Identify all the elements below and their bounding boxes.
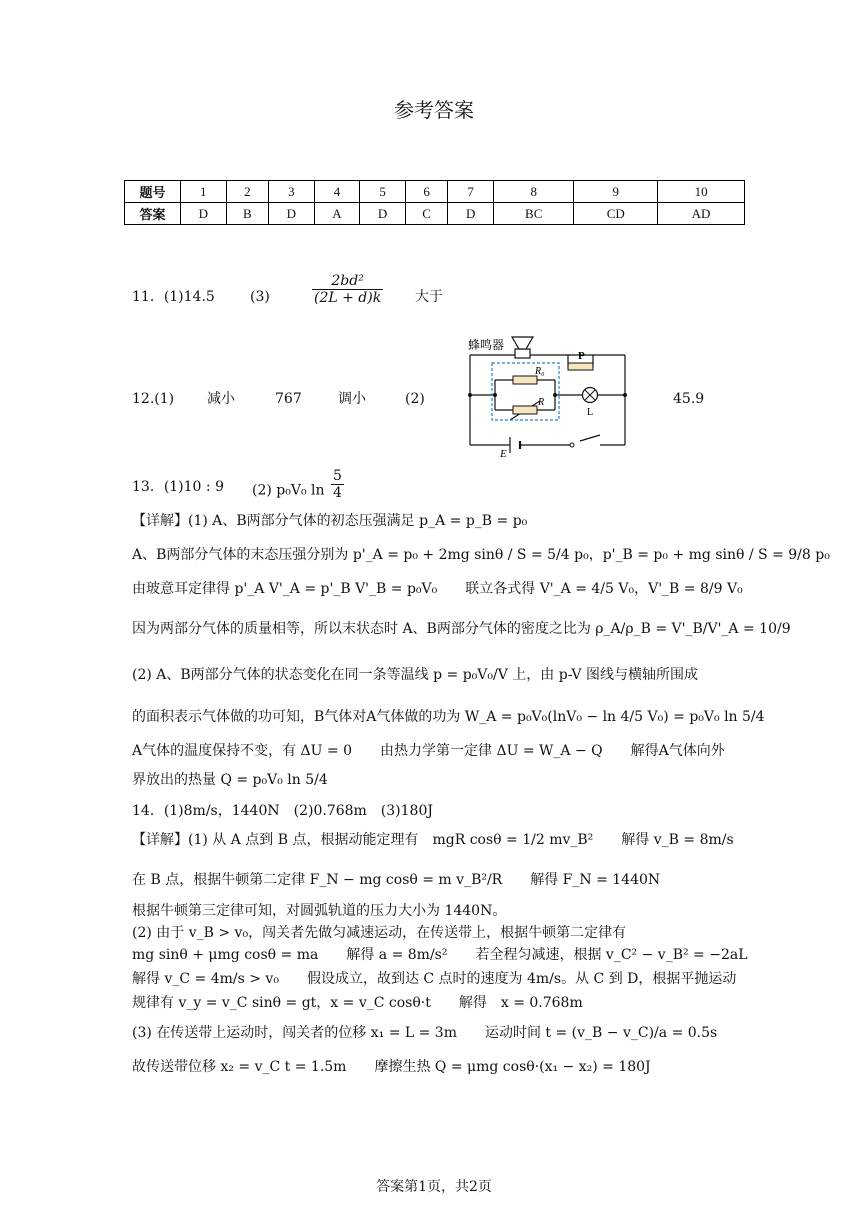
q14-detail-line: 【详解】(1) 从 A 点到 B 点，根据动能定理有 mgR cosθ = 1/2 mv_B² 解得 v_B = 8m/s: [132, 832, 734, 848]
question-number: 3: [269, 181, 315, 203]
circuit-diagram: [460, 335, 640, 460]
page-title: 参考答案: [394, 98, 474, 122]
answer-cell: BC: [493, 203, 574, 225]
q11-denominator: (2L + d)k: [314, 290, 382, 307]
q14-detail-line: 规律有 v_y = v_C sinθ = gt，x = v_C cosθ·t 解得 x = 0.768m: [132, 995, 583, 1011]
buzzer-icon: [515, 349, 530, 358]
question-number: 6: [405, 181, 447, 203]
row-label: 题号: [125, 181, 181, 203]
answer-table: [124, 180, 745, 225]
q13-detail-line: 界放出的热量 Q = p₀V₀ ln 5/4: [132, 772, 328, 788]
answer-cell: D: [181, 203, 227, 225]
question-number: 2: [226, 181, 268, 203]
lamp-label: L: [587, 407, 594, 418]
q13-detail-line: 【详解】(1) A、B两部分气体的初态压强满足 p_A = p_B = p₀: [132, 513, 528, 529]
answer-cell: A: [314, 203, 360, 225]
p-label: P: [578, 350, 585, 362]
q13-detail-line: A气体的温度保持不变，有 ΔU = 0 由热力学第一定律 ΔU = W_A − Q 解得A气体向外: [132, 743, 725, 759]
q13-detail-line: 因为两部分气体的质量相等，所以末状态时 A、B两部分气体的密度之比为 ρ_A/ρ_B = V'_B/V'_A = 10/9: [132, 621, 791, 637]
q13-frac-num: 5: [332, 468, 342, 484]
q13-detail-line: 的面积表示气体做的功可知，B气体对A气体做的功为 W_A = p₀V₀(lnV₀ − ln 4/5 V₀) = p₀V₀ ln 5/4: [132, 709, 765, 725]
q11-fraction: [312, 273, 383, 306]
q14-detail-line: 在 B 点，根据牛顿第二定律 F_N − mg cosθ = m v_B²/R 解得 F_N = 1440N: [132, 872, 661, 888]
q13-label: 13．(1)10 : 9: [132, 479, 224, 495]
e-label: E: [500, 448, 507, 460]
answer-cell: D: [448, 203, 494, 225]
answer-cell: CD: [574, 203, 658, 225]
question-number: 10: [658, 181, 745, 203]
question-number: 5: [360, 181, 406, 203]
page-footer: 答案第1页，共2页: [376, 1179, 492, 1195]
r-resistor: [513, 406, 537, 414]
q14-detail-line: 根据牛顿第三定律可知，对圆弧轨道的压力大小为 1440N。: [132, 903, 507, 919]
r-label: R: [538, 397, 545, 408]
q11-part3: (3): [250, 289, 270, 305]
q13-fraction: [331, 468, 344, 501]
answer-cell: D: [269, 203, 315, 225]
q13-detail-line: A、B两部分气体的末态压强分别为 p'_A = p₀ + 2mg sinθ / S = 5/4 p₀，p'_B = p₀ + mg sinθ / S = 9/8 p₀: [132, 547, 830, 563]
q13-part2-text: (2) p₀V₀ ln: [252, 482, 325, 499]
table-row: [125, 203, 745, 225]
answer-cell: C: [405, 203, 447, 225]
r0-label: R₀: [535, 366, 545, 377]
p-resistor: [568, 363, 593, 370]
row-label: 答案: [125, 203, 181, 225]
q12-part2: (2): [405, 391, 425, 407]
q11-numerator: 2bd²: [312, 273, 383, 290]
q12-answer-4: 45.9: [673, 391, 705, 407]
q12-label: 12.(1): [132, 391, 175, 407]
question-number: 4: [314, 181, 360, 203]
q12-answer-3: 调小: [338, 391, 366, 407]
answer-cell: B: [226, 203, 268, 225]
buzzer-label: 蜂鸣器: [468, 338, 505, 352]
q11-answer: 大于: [415, 289, 443, 305]
q14-detail-line: 故传送带位移 x₂ = v_C t = 1.5m 摩擦生热 Q = μmg cosθ·(x₁ − x₂) = 180J: [132, 1059, 651, 1075]
q14-label: 14．(1)8m/s，1440N (2)0.768m (3)180J: [132, 803, 433, 819]
question-number: 7: [448, 181, 494, 203]
q11-label: 11．(1)14.5: [132, 289, 215, 305]
q13-detail-line: (2) A、B两部分气体的状态变化在同一条等温线 p = p₀V₀/V 上，由 p-V 图线与横轴所围成: [132, 667, 698, 683]
q14-detail-line: 解得 v_C = 4m/s > v₀ 假设成立，故到达 C 点时的速度为 4m/s。从 C 到 D，根据平抛运动: [132, 971, 737, 987]
q13-detail-line: 由玻意耳定律得 p'_A V'_A = p'_B V'_B = p₀V₀ 联立各式得 V'_A = 4/5 V₀，V'_B = 8/9 V₀: [132, 581, 743, 597]
question-number: 8: [493, 181, 574, 203]
table-row: [125, 181, 745, 203]
question-number: 1: [181, 181, 227, 203]
q14-detail-line: (2) 由于 v_B > v₀，闯关者先做匀减速运动，在传送带上，根据牛顿第二定律有: [132, 925, 627, 941]
answer-cell: AD: [658, 203, 745, 225]
r0-resistor: [513, 376, 537, 384]
q12-answer-2: 767: [275, 391, 302, 407]
q13-part2: [252, 468, 346, 502]
q13-frac-den: 4: [332, 485, 342, 502]
q12-answer-1: 减小: [207, 391, 235, 407]
q14-detail-line: mg sinθ + μmg cosθ = ma 解得 a = 8m/s² 若全程匀减速，根据 v_C² − v_B² = −2aL: [132, 947, 748, 963]
q14-detail-line: (3) 在传送带上运动时，闯关者的位移 x₁ = L = 3m 运动时间 t = (v_B − v_C)/a = 0.5s: [132, 1025, 718, 1041]
question-number: 9: [574, 181, 658, 203]
answer-cell: D: [360, 203, 406, 225]
q11-formula: [310, 273, 385, 306]
